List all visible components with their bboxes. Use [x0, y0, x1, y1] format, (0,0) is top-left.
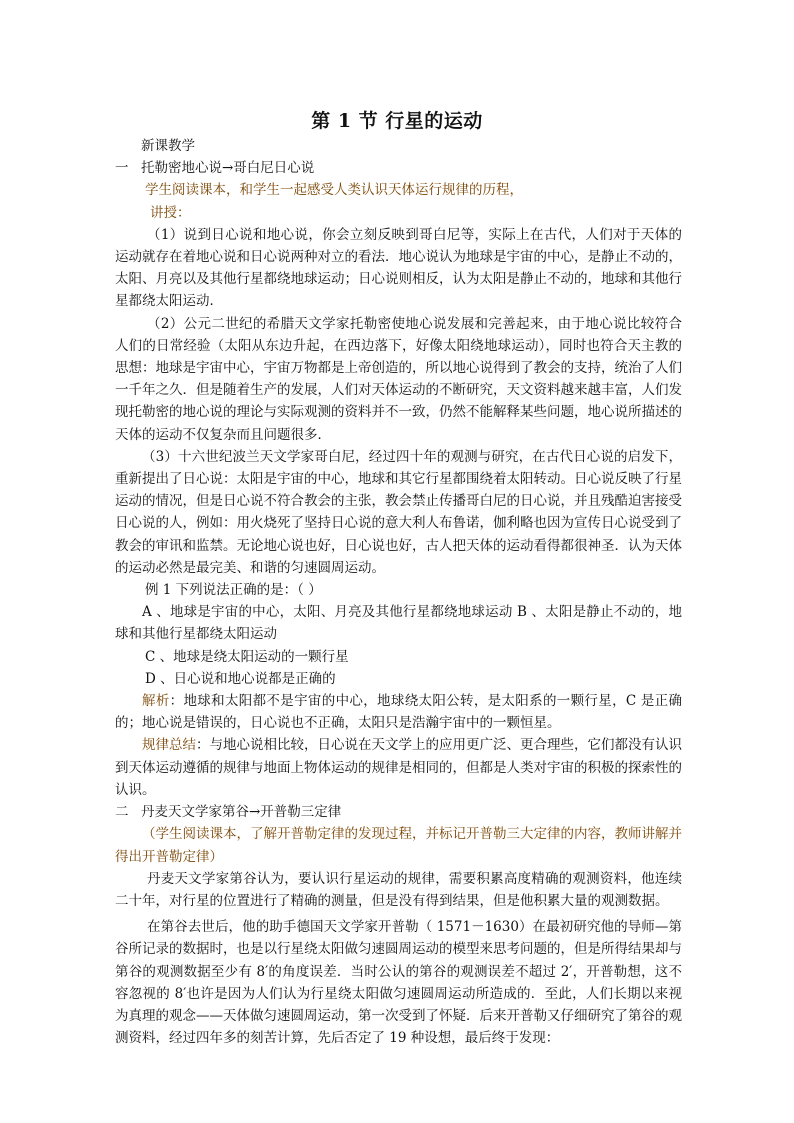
- analysis-label: 解析: [142, 693, 170, 710]
- part1-heading-text: 托勒密地心说→哥白尼日心说: [141, 160, 315, 177]
- part2-heading: [115, 801, 682, 823]
- analysis-text: ：地球和太阳都不是宇宙的中心，地球绕太阳公转，是太阳系的一颗行星，C 是正确的；地心说是错误的，日心说也不正确，太阳只是浩瀚宇宙中的一颗恒星。: [115, 693, 682, 732]
- part2-hint: （学生阅读课本，了解开普勒定律的发现过程，并标记开普勒三大定律的内容，教师讲解并得出开普勒定律）: [115, 826, 682, 865]
- section-label: 新课教学: [141, 138, 195, 154]
- document-body: [115, 135, 682, 1049]
- part2-paragraph-1: 丹麦天文学家第谷认为，要认识行星运动的规律，需要积累高度精确的观测资料，他连续二十年，对行星的位置进行了精确的测量，但是没有得到结果，但是他积累大量的观测数据。: [115, 870, 682, 909]
- option-c: C 、地球是绕太阳运动的一颗行星: [145, 648, 349, 665]
- page-title: 第 1 节 行星的运动: [311, 110, 483, 132]
- option-d: D 、日心说和地心说都是正确的: [145, 670, 336, 687]
- part1-hint: 学生阅读课本，和学生一起感受人类认识天体运行规律的历程，: [145, 182, 523, 199]
- part2-heading-text: 丹麦天文学家第谷→开普勒三定律: [141, 804, 342, 821]
- part1-paragraph-3: （3）十六世纪波兰天文学家哥白尼，经过四十年的观测与研究，在古代日心说的启发下，重新提出了日心说：太阳是宇宙的中心，地球和其它行星都围绕着太阳转动。日心说反映了行星运动的情况，但是日心说不符合教会的主张，教会禁止传播哥白尼的日心说，并且残酷迫害接受日心说的人，例如：用火烧死了坚持日心说的意大利人布鲁诺，伽利略也因为宣传日心说受到了教会的审讯和监禁。无论地心说也好，日心说也好，古人把天体的运动看得都很神圣．认为天体的运动必然是最完美、和谐的匀速圆周运动。: [115, 448, 682, 576]
- option-ab: A 、地球是宇宙的中心，太阳、月亮及其他行星都绕地球运动 B 、太阳是静止不动的，地球和其他行星都绕太阳运动: [115, 604, 682, 643]
- lecture-label: 讲授：: [150, 204, 191, 221]
- part1-number: 一: [115, 160, 129, 177]
- part2-number: 二: [115, 804, 129, 821]
- part1-paragraph-1: （1）说到日心说和地心说，你会立刻反映到哥白尼等，实际上在古代，人们对于天体的运动就存在着地心说和日心说两种对立的看法．地心说认为地球是宇宙的中心，是静止不动的，太阳、月亮以及其他行星都绕地球运动；日心说则相反，认为太阳是静止不动的，地球和其他行星都绕太阳运动．: [115, 226, 682, 310]
- part1-paragraph-2: （2）公元二世纪的希腊天文学家托勒密使地心说发展和完善起来，由于地心说比较符合人们的日常经验（太阳从东边升起，在西边落下，好像太阳绕地球运动），同时也符合天主教的思想：地球是宇宙中心，宇宙万物都是上帝创造的，所以地心说得到了教会的支持，统治了人们一千年之久．但是随着生产的发展，人们对天体运动的不断研究，天文资料越来越丰富，人们发现托勒密的地心说的理论与实际观测的资料并不一致，仍然不能解释某些问题，地心说所描述的天体的运动不仅复杂而且问题很多．: [115, 315, 682, 443]
- analysis: [115, 690, 682, 734]
- example-title: 例 1 下列说法正确的是：（ ）: [145, 582, 322, 599]
- summary-text: ：与地心说相比较，日心说在天文学上的应用更广泛、更合理些，它们都没有认识到天体运动遵循的规律与地面上物体运动的规律是相同的，但都是人类对宇宙的积极的探索性的认识。: [115, 737, 682, 798]
- part1-heading: [115, 157, 682, 179]
- part2-paragraph-2: 在第谷去世后，他的助手德国天文学家开普勒（ 1571－1630）在最初研究他的导师—第谷所记录的数据时，也是以行星绕太阳做匀速圆周运动的模型来思考问题的，但是所得结果却与第谷的观测数据至少有 8′的角度误差．当时公认的第谷的观测误差不超过 2′，开普勒想，这不容忽视的 8′也许是因为人们认为行星绕太阳做匀速圆周运动所造成的．至此，人们长期以来视为真理的观念——天体做匀速圆周运动，第一次受到了怀疑．后来开普勒又仔细研究了第谷的观测资料，经过四年多的刻苦计算，先后否定了 19 种设想，最后终于发现：: [115, 919, 682, 1047]
- summary-label: 规律总结: [142, 737, 196, 754]
- summary: [115, 734, 682, 801]
